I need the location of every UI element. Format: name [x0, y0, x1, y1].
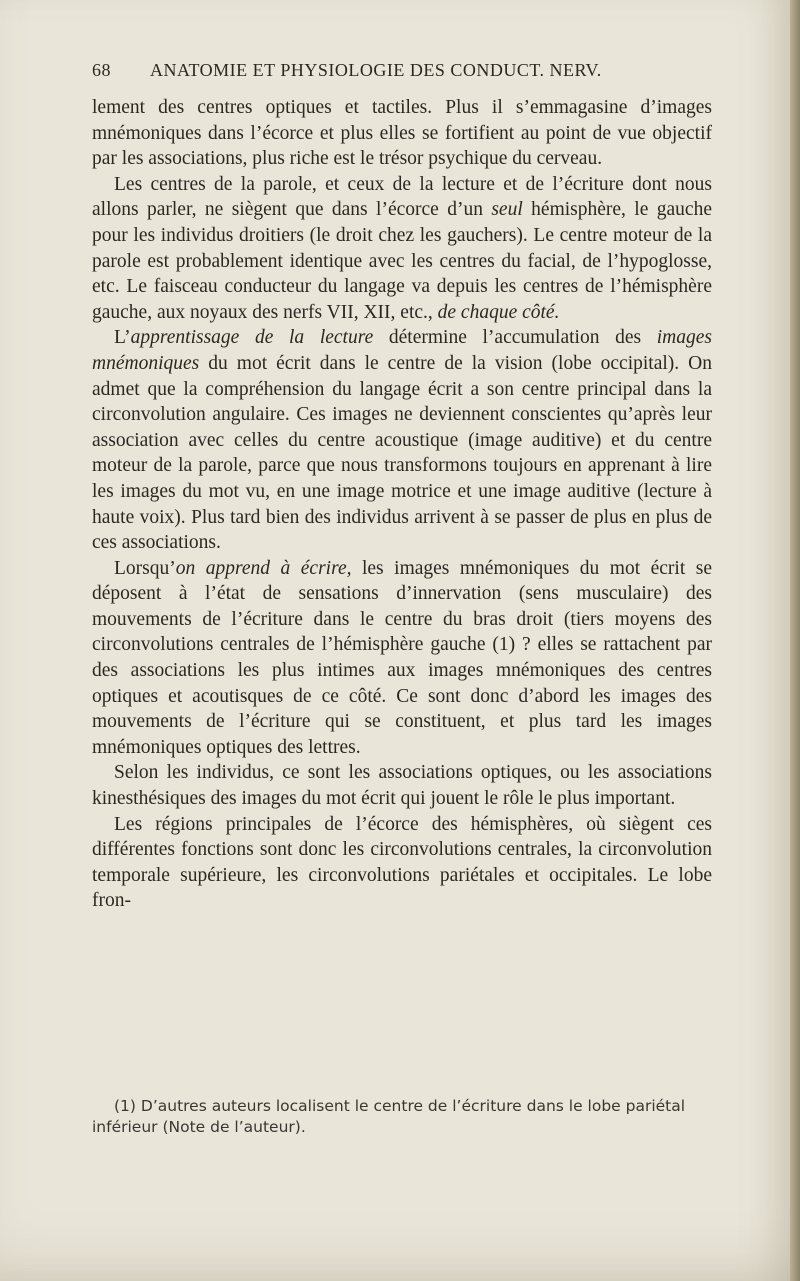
italic-run: on apprend à écrire, [175, 557, 352, 579]
paragraph [92, 812, 712, 914]
text-run: lement des centres optiques et tactiles. Plus il s’emmagasine d’images mnémoniques dans l’écorce et plus elles se fortifient au point de vue objectif par les associations, plus riche est le trésor psychique du cerveau. [92, 97, 712, 170]
paragraph [92, 325, 712, 555]
text-run: Lorsqu’ [114, 557, 176, 579]
text-run: du mot écrit dans le centre de la vision (lobe occipital). On admet que la compréhension du langage écrit a son centre principal dans la circonvolution angulaire. Ces images ne deviennent conscientes qu’après leur association avec celles du centre acoustique (image auditive) et du centre moteur de la parole, parce que nous transformons toujours en apprenant à lire les images du mot vu, en une image motrice et une image auditive (lecture à haute voix). Plus tard bien des individus arrivent à se passer de plus en plus de ces associations. [92, 352, 712, 554]
text-run: hémisphère, le gauche pour les individus droitiers (le droit chez les gauchers). Le centre moteur de la parole est probablement identique avec les centres du facial, de l’hypoglosse, etc. Le faisceau conducteur du langage va depuis les centres de l’hémisphère gauche, aux noyaux des nerfs VII, XII, etc., [92, 199, 712, 323]
italic-run: de chaque côté. [437, 301, 560, 323]
italic-run: seul [491, 199, 523, 221]
italic-run: apprentissage de la lecture [130, 327, 374, 349]
paragraph [92, 760, 712, 811]
text-run: Les centres de la parole, et ceux de la lecture et de l’écriture dont nous allons parler, ne siègent que dans l’écorce d’un [92, 173, 712, 221]
paragraph [92, 172, 712, 326]
text-run: Les régions principales de l’écorce des hémisphères, où siègent ces différentes fonctions sont donc les circonvolutions centrales, la circonvolution temporale supérieure, les circonvolutions pariétales et occipitales. Le lobe fron- [92, 813, 712, 912]
running-title: ANATOMIE ET PHYSIOLOGIE DES CONDUCT. NERV. [150, 60, 602, 80]
running-header [92, 60, 712, 90]
text-run: détermine l’accumulation des [373, 327, 657, 349]
text-run: les images mnémoniques du mot écrit se déposent à l’état de sensations d’innervation (sens musculaire) des mouvements de l’écriture dans le centre du bras droit (tiers moyens des circonvolutions centrales de l’hémisphère gauche (1) ? elles se rattachent par des associations les plus intimes aux images mnémoniques des centres optiques et acoutisques de ce côté. Ce sont donc d’abord les images des mouvements de l’écriture qui se constituent, et plus tard les images mnémoniques optiques des lettres. [92, 557, 712, 758]
paragraph [92, 556, 712, 761]
italic-run: images mnémoniques [92, 327, 712, 374]
text-run: Selon les individus, ce sont les associations optiques, ou les associations kinesthésiques des images du mot écrit qui jouent le rôle le plus important. [92, 762, 712, 810]
paragraph [92, 95, 712, 172]
page-edge [790, 0, 800, 1281]
page-number: 68 [92, 60, 111, 80]
main-text [92, 95, 712, 914]
footnote: (1) D’autres auteurs localisent le centre de l’écriture dans le lobe pariétal inférieur (Note de l’auteur). [92, 1097, 686, 1136]
text-run: L’ [114, 327, 131, 349]
